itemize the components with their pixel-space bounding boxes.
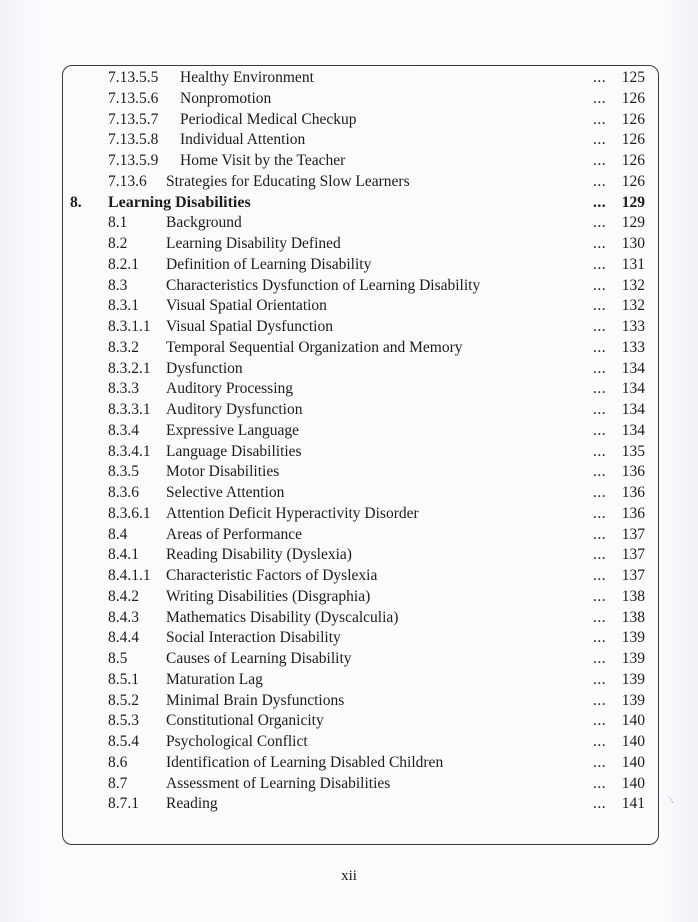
toc-entry-title: Motor Disabilities [166, 463, 280, 481]
toc-entry-page: 141 [621, 795, 645, 813]
toc-entry [62, 379, 659, 400]
toc-entry-title: Constitutional Organicity [166, 712, 324, 730]
toc-entry [62, 711, 659, 732]
toc-entry-number: 8.5.4 [108, 733, 139, 750]
toc-entry-number: 8.2 [108, 235, 128, 252]
toc-entry-leader-dots: ... [593, 110, 607, 128]
toc-entry-number: 8.3.3.1 [108, 401, 151, 418]
toc-entry [62, 110, 659, 131]
toc-entry [62, 504, 659, 525]
toc-entry-leader-dots: ... [593, 255, 607, 273]
toc-entry-page: 137 [621, 525, 645, 543]
toc-entry-leader-dots: ... [593, 650, 607, 667]
toc-entry-title: Learning Disabilities [108, 193, 251, 211]
toc-entry-title: Strategies for Educating Slow Learners [166, 172, 410, 190]
toc-entry-page: 126 [621, 131, 645, 149]
toc-entry-title: Auditory Processing [166, 380, 294, 398]
toc-entry-title: Minimal Brain Dysfunctions [166, 691, 345, 709]
toc-entry-page: 140 [621, 733, 645, 750]
toc-entry-page: 138 [621, 608, 645, 626]
toc-entry [62, 421, 659, 442]
toc-entry [62, 753, 659, 774]
toc-entry-number: 8.2.1 [108, 255, 139, 273]
toc-entry-title: Writing Disabilities (Disgraphia) [166, 587, 371, 605]
toc-entry-title: Nonpromotion [180, 89, 272, 107]
toc-entry-leader-dots: ... [593, 359, 607, 377]
toc-entry-number: 8. [70, 193, 82, 211]
toc-entry-leader-dots: ... [593, 587, 607, 605]
toc-entry-number: 7.13.5.5 [108, 69, 159, 86]
toc-entry-title: Mathematics Disability (Dyscalculia) [166, 608, 399, 626]
toc-entry-leader-dots: ... [593, 712, 607, 730]
toc-entry-leader-dots: ... [593, 629, 607, 647]
toc-entry [62, 89, 659, 110]
toc-entry [62, 732, 659, 753]
toc-entry-page: 126 [621, 89, 645, 107]
toc-entry [62, 172, 659, 193]
toc-entry-leader-dots: ... [593, 172, 607, 190]
toc-entry-leader-dots: ... [593, 421, 607, 439]
toc-entry-title: Psychological Conflict [166, 733, 308, 750]
toc-entry-page: 134 [621, 359, 645, 377]
toc-entry-page: 136 [621, 484, 645, 501]
toc-entry-leader-dots: ... [593, 380, 607, 398]
toc-entry-title: Visual Spatial Dysfunction [166, 318, 333, 335]
toc-entry [62, 483, 659, 504]
toc-entry [62, 338, 659, 359]
toc-entry-leader-dots: ... [593, 795, 607, 813]
toc-entry-number: 8.7.1 [108, 795, 139, 813]
toc-entry-page: 135 [621, 442, 645, 460]
toc-entry-number: 8.5.1 [108, 670, 139, 688]
toc-entry-number: 8.3.4.1 [108, 442, 151, 460]
toc-entry [62, 691, 659, 712]
toc-entry [62, 628, 659, 649]
toc-entry-number: 8.3.5 [108, 463, 139, 481]
toc-entry-number: 8.3 [108, 276, 128, 294]
toc-entry-title: Visual Spatial Orientation [166, 297, 327, 315]
toc-entry-page: 133 [621, 318, 645, 335]
toc-entry-leader-dots: ... [593, 691, 607, 709]
toc-entry-leader-dots: ... [593, 484, 607, 501]
toc-entry [62, 774, 659, 795]
toc-entry-number: 8.5.3 [108, 712, 139, 730]
toc-entry-title: Causes of Learning Disability [166, 650, 352, 667]
toc-entry-title: Reading Disability (Dyslexia) [166, 546, 352, 564]
toc-entry-page: 139 [621, 691, 645, 709]
page-number: xii [341, 868, 357, 884]
toc-entry [62, 317, 659, 338]
toc-entry [62, 130, 659, 151]
toc-entry-number: 8.3.4 [108, 421, 139, 439]
toc-entry-leader-dots: ... [593, 152, 607, 169]
toc-entry-page: 129 [621, 193, 645, 211]
toc-entry-title: Characteristics Dysfunction of Learning Disability [166, 276, 481, 294]
toc-entry-title: Definition of Learning Disability [166, 255, 372, 273]
toc-entry [62, 359, 659, 380]
toc-entry-leader-dots: ... [593, 338, 607, 356]
toc-entry-number: 7.13.6 [108, 172, 147, 190]
toc-entry [62, 587, 659, 608]
toc-entry-title: Characteristic Factors of Dyslexia [166, 567, 378, 584]
toc-entry-page: 126 [621, 152, 645, 169]
toc-entry-number: 8.3.2.1 [108, 359, 151, 377]
toc-entry-title: Temporal Sequential Organization and Memory [166, 338, 463, 356]
toc-entry [62, 608, 659, 629]
toc-entry-leader-dots: ... [593, 546, 607, 564]
toc-entry-number: 8.4.2 [108, 587, 139, 605]
toc-entry-title: Reading [166, 795, 218, 813]
toc-entry-number: 8.5.2 [108, 691, 139, 709]
toc-entry-page: 134 [621, 421, 645, 439]
toc-entry [62, 213, 659, 234]
toc-entry-number: 8.3.1.1 [108, 318, 151, 335]
toc-entry-leader-dots: ... [593, 442, 607, 460]
toc-entry-page: 136 [621, 504, 645, 522]
toc-entry-leader-dots: ... [593, 463, 607, 481]
toc-entry-title: Dysfunction [166, 359, 243, 377]
toc-entry-title: Attention Deficit Hyperactivity Disorder [166, 504, 419, 522]
toc-entry-title: Background [166, 214, 242, 232]
toc-entry-page: 140 [621, 753, 645, 771]
toc-entry-page: 126 [621, 172, 645, 190]
toc-entry-leader-dots: ... [593, 235, 607, 252]
toc-entry-leader-dots: ... [593, 504, 607, 522]
toc-entry-leader-dots: ... [593, 318, 607, 335]
toc-entry-page: 138 [621, 587, 645, 605]
toc-entry-title: Selective Attention [166, 484, 285, 501]
toc-entry [62, 566, 659, 587]
toc-entry-title: Healthy Environment [180, 69, 314, 86]
toc-entry-leader-dots: ... [593, 276, 607, 294]
toc-entry-page: 131 [621, 255, 645, 273]
toc-entry-page: 139 [621, 629, 645, 647]
toc-entry-page: 134 [621, 380, 645, 398]
toc-entry-number: 8.6 [108, 753, 128, 771]
toc-entry-page: 125 [621, 69, 645, 86]
toc-entry [62, 525, 659, 546]
toc-entry-leader-dots: ... [593, 401, 607, 418]
toc-entry-title: Home Visit by the Teacher [180, 152, 346, 169]
toc-entry [62, 151, 659, 172]
toc-entry-number: 7.13.5.8 [108, 131, 159, 149]
toc-entry-leader-dots: ... [593, 733, 607, 750]
toc-entry [62, 442, 659, 463]
toc-entry-number: 7.13.5.6 [108, 89, 159, 107]
toc-entry-page: 139 [621, 670, 645, 688]
toc-entry [62, 234, 659, 255]
toc-entry-page: 136 [621, 463, 645, 481]
toc-entry-number: 7.13.5.7 [108, 110, 159, 128]
toc-entry-leader-dots: ... [593, 193, 607, 211]
toc-entry-page: 139 [621, 650, 645, 667]
toc-entry-number: 8.3.3 [108, 380, 139, 398]
toc-entry-page: 137 [621, 546, 645, 564]
toc-entry-number: 8.3.6.1 [108, 504, 151, 522]
toc-entry-page: 137 [621, 567, 645, 584]
toc-entry-title: Auditory Dysfunction [166, 401, 303, 418]
toc-entry [62, 296, 659, 317]
toc-entry-title: Social Interaction Disability [166, 629, 341, 647]
toc-entry-leader-dots: ... [593, 774, 607, 792]
toc-entry [62, 276, 659, 297]
margin-scribble-mark: ⁝ [666, 794, 676, 807]
toc-entry-title: Identification of Learning Disabled Children [166, 753, 444, 771]
table-of-contents [62, 68, 659, 815]
toc-entry-page: 132 [621, 276, 645, 294]
toc-entry [62, 68, 659, 89]
toc-entry [62, 545, 659, 566]
toc-entry-title: Periodical Medical Checkup [180, 110, 357, 128]
toc-entry [62, 462, 659, 483]
toc-entry-number: 8.4.1 [108, 546, 139, 564]
toc-entry-number: 8.3.1 [108, 297, 139, 315]
toc-entry-leader-dots: ... [593, 525, 607, 543]
toc-entry-page: 129 [621, 214, 645, 232]
toc-entry-page: 140 [621, 712, 645, 730]
toc-entry [62, 400, 659, 421]
toc-entry-page: 140 [621, 774, 645, 792]
toc-entry-number: 7.13.5.9 [108, 152, 159, 169]
toc-entry-page: 133 [621, 338, 645, 356]
toc-entry-number: 8.5 [108, 650, 128, 667]
toc-entry [62, 649, 659, 670]
toc-entry-number: 8.3.2 [108, 338, 139, 356]
toc-entry-number: 8.1 [108, 214, 128, 232]
toc-entry-leader-dots: ... [593, 567, 607, 584]
toc-entry-leader-dots: ... [593, 131, 607, 149]
toc-entry-page: 130 [621, 235, 645, 252]
toc-entry [62, 255, 659, 276]
toc-entry-title: Learning Disability Defined [166, 235, 341, 252]
toc-entry [62, 794, 659, 815]
toc-entry-page: 132 [621, 297, 645, 315]
toc-entry-number: 8.3.6 [108, 484, 139, 501]
toc-entry-page: 126 [621, 110, 645, 128]
toc-entry-number: 8.7 [108, 774, 128, 792]
toc-entry-number: 8.4.1.1 [108, 567, 151, 584]
toc-entry-title: Individual Attention [180, 131, 306, 149]
toc-entry-title: Expressive Language [166, 421, 299, 439]
toc-entry-leader-dots: ... [593, 670, 607, 688]
toc-entry-leader-dots: ... [593, 753, 607, 771]
toc-entry-number: 8.4 [108, 525, 128, 543]
toc-entry-leader-dots: ... [593, 608, 607, 626]
toc-entry-leader-dots: ... [593, 89, 607, 107]
toc-entry-leader-dots: ... [593, 214, 607, 232]
toc-entry-title: Assessment of Learning Disabilities [166, 774, 391, 792]
toc-entry-leader-dots: ... [593, 297, 607, 315]
toc-entry [62, 670, 659, 691]
toc-entry-title: Areas of Performance [166, 525, 302, 543]
toc-entry-number: 8.4.4 [108, 629, 139, 647]
toc-entry-leader-dots: ... [593, 69, 607, 86]
toc-entry-title: Language Disabilities [166, 442, 302, 460]
toc-entry-title: Maturation Lag [166, 670, 263, 688]
toc-entry-page: 134 [621, 401, 645, 418]
toc-entry-number: 8.4.3 [108, 608, 139, 626]
toc-chapter-entry [62, 193, 659, 214]
